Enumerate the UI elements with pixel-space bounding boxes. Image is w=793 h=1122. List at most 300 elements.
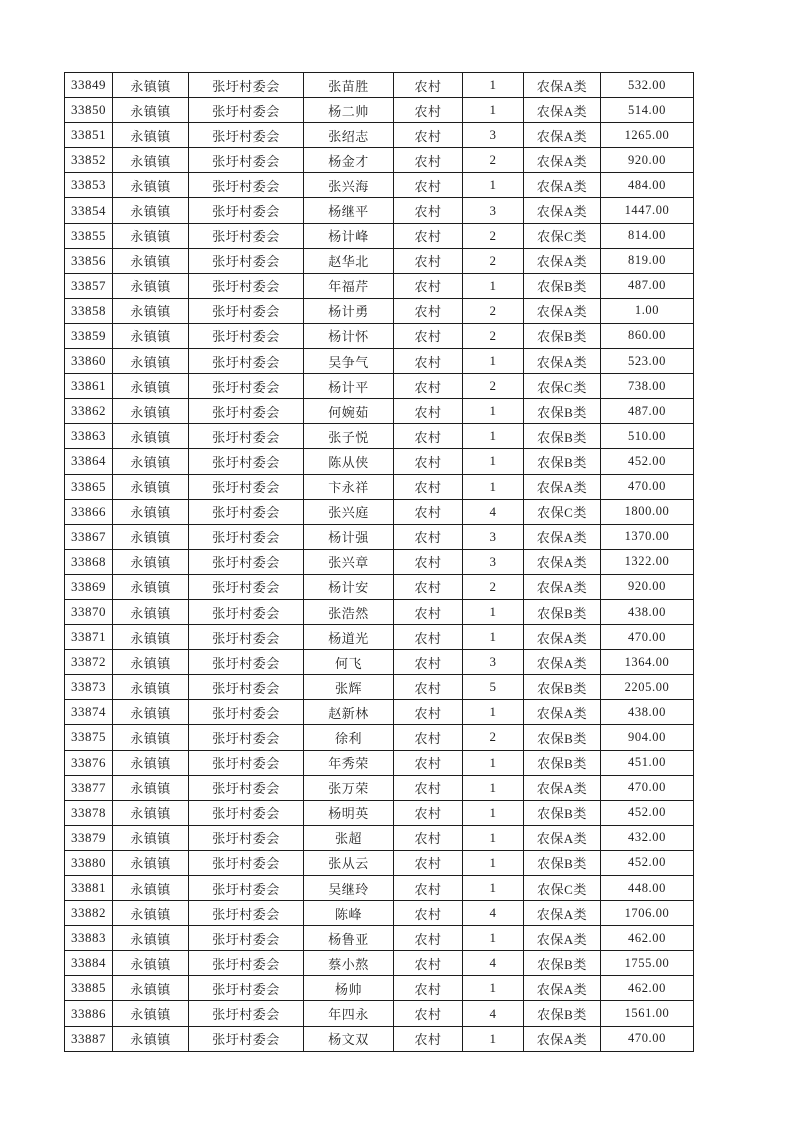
cell-amount: 2205.00	[601, 675, 694, 700]
cell-residence-type: 农村	[394, 298, 463, 323]
cell-village: 张圩村委会	[189, 700, 304, 725]
table-row	[65, 599, 694, 624]
cell-person-name: 年秀荣	[304, 750, 394, 775]
cell-village: 张圩村委会	[189, 173, 304, 198]
table-row	[65, 650, 694, 675]
cell-person-name: 张超	[304, 825, 394, 850]
cell-insurance-category: 农保B类	[524, 273, 601, 298]
cell-person-name: 赵华北	[304, 248, 394, 273]
cell-person-count: 1	[463, 750, 524, 775]
cell-person-count: 1	[463, 775, 524, 800]
cell-village: 张圩村委会	[189, 248, 304, 273]
cell-residence-type: 农村	[394, 374, 463, 399]
cell-person-name: 吴争气	[304, 349, 394, 374]
cell-residence-type: 农村	[394, 449, 463, 474]
cell-town: 永镇镇	[113, 374, 189, 399]
cell-person-count: 4	[463, 901, 524, 926]
cell-residence-type: 农村	[394, 700, 463, 725]
cell-amount: 1364.00	[601, 650, 694, 675]
cell-person-count: 1	[463, 474, 524, 499]
cell-record-id: 33882	[65, 901, 113, 926]
cell-village: 张圩村委会	[189, 599, 304, 624]
cell-amount: 920.00	[601, 574, 694, 599]
cell-insurance-category: 农保C类	[524, 499, 601, 524]
cell-residence-type: 农村	[394, 625, 463, 650]
table-row	[65, 198, 694, 223]
cell-record-id: 33854	[65, 198, 113, 223]
cell-residence-type: 农村	[394, 148, 463, 173]
cell-amount: 1265.00	[601, 123, 694, 148]
cell-residence-type: 农村	[394, 725, 463, 750]
table-row	[65, 1026, 694, 1051]
table-row	[65, 850, 694, 875]
cell-town: 永镇镇	[113, 148, 189, 173]
cell-amount: 1706.00	[601, 901, 694, 926]
cell-insurance-category: 农保A类	[524, 976, 601, 1001]
cell-insurance-category: 农保B类	[524, 951, 601, 976]
cell-person-count: 4	[463, 951, 524, 976]
cell-insurance-category: 农保A类	[524, 198, 601, 223]
cell-amount: 470.00	[601, 1026, 694, 1051]
cell-town: 永镇镇	[113, 173, 189, 198]
cell-record-id: 33860	[65, 349, 113, 374]
cell-town: 永镇镇	[113, 574, 189, 599]
cell-person-name: 年福芹	[304, 273, 394, 298]
cell-person-name: 杨继平	[304, 198, 394, 223]
cell-person-count: 4	[463, 1001, 524, 1026]
cell-person-count: 3	[463, 198, 524, 223]
cell-amount: 470.00	[601, 474, 694, 499]
cell-village: 张圩村委会	[189, 775, 304, 800]
cell-village: 张圩村委会	[189, 901, 304, 926]
cell-residence-type: 农村	[394, 750, 463, 775]
cell-person-count: 2	[463, 248, 524, 273]
cell-insurance-category: 农保A类	[524, 825, 601, 850]
cell-village: 张圩村委会	[189, 198, 304, 223]
cell-person-name: 赵新林	[304, 700, 394, 725]
cell-town: 永镇镇	[113, 825, 189, 850]
cell-residence-type: 农村	[394, 173, 463, 198]
cell-person-name: 杨文双	[304, 1026, 394, 1051]
cell-record-id: 33885	[65, 976, 113, 1001]
cell-amount: 1370.00	[601, 524, 694, 549]
cell-insurance-category: 农保C类	[524, 223, 601, 248]
cell-person-count: 1	[463, 926, 524, 951]
cell-town: 永镇镇	[113, 901, 189, 926]
table-row	[65, 374, 694, 399]
cell-amount: 438.00	[601, 599, 694, 624]
cell-village: 张圩村委会	[189, 976, 304, 1001]
cell-person-count: 1	[463, 349, 524, 374]
cell-person-count: 3	[463, 123, 524, 148]
cell-record-id: 33871	[65, 625, 113, 650]
cell-person-count: 1	[463, 399, 524, 424]
cell-amount: 523.00	[601, 349, 694, 374]
cell-town: 永镇镇	[113, 449, 189, 474]
cell-person-count: 1	[463, 850, 524, 875]
cell-insurance-category: 农保A类	[524, 123, 601, 148]
cell-village: 张圩村委会	[189, 850, 304, 875]
cell-insurance-category: 农保B类	[524, 800, 601, 825]
table-row	[65, 524, 694, 549]
cell-residence-type: 农村	[394, 223, 463, 248]
cell-person-count: 2	[463, 574, 524, 599]
cell-village: 张圩村委会	[189, 123, 304, 148]
cell-village: 张圩村委会	[189, 449, 304, 474]
table-row	[65, 399, 694, 424]
cell-amount: 484.00	[601, 173, 694, 198]
cell-town: 永镇镇	[113, 650, 189, 675]
cell-residence-type: 农村	[394, 850, 463, 875]
table-row	[65, 549, 694, 574]
cell-person-count: 2	[463, 725, 524, 750]
cell-person-count: 1	[463, 424, 524, 449]
cell-residence-type: 农村	[394, 474, 463, 499]
cell-amount: 470.00	[601, 625, 694, 650]
cell-village: 张圩村委会	[189, 323, 304, 348]
cell-village: 张圩村委会	[189, 73, 304, 98]
cell-insurance-category: 农保A类	[524, 298, 601, 323]
cell-residence-type: 农村	[394, 424, 463, 449]
cell-residence-type: 农村	[394, 273, 463, 298]
cell-record-id: 33879	[65, 825, 113, 850]
cell-residence-type: 农村	[394, 901, 463, 926]
cell-village: 张圩村委会	[189, 625, 304, 650]
cell-residence-type: 农村	[394, 248, 463, 273]
cell-record-id: 33875	[65, 725, 113, 750]
cell-insurance-category: 农保A类	[524, 650, 601, 675]
cell-record-id: 33870	[65, 599, 113, 624]
cell-record-id: 33869	[65, 574, 113, 599]
cell-insurance-category: 农保A类	[524, 700, 601, 725]
cell-town: 永镇镇	[113, 876, 189, 901]
cell-person-name: 张子悦	[304, 424, 394, 449]
cell-person-count: 2	[463, 223, 524, 248]
cell-amount: 920.00	[601, 148, 694, 173]
cell-insurance-category: 农保A类	[524, 625, 601, 650]
cell-village: 张圩村委会	[189, 725, 304, 750]
cell-person-name: 杨帅	[304, 976, 394, 1001]
cell-person-name: 年四永	[304, 1001, 394, 1026]
cell-person-count: 1	[463, 599, 524, 624]
cell-town: 永镇镇	[113, 123, 189, 148]
table-row	[65, 223, 694, 248]
cell-town: 永镇镇	[113, 524, 189, 549]
cell-person-name: 张辉	[304, 675, 394, 700]
cell-insurance-category: 农保A类	[524, 524, 601, 549]
cell-town: 永镇镇	[113, 976, 189, 1001]
cell-town: 永镇镇	[113, 499, 189, 524]
cell-amount: 470.00	[601, 775, 694, 800]
cell-person-count: 1	[463, 273, 524, 298]
cell-town: 永镇镇	[113, 1001, 189, 1026]
insurance-roster-table	[64, 72, 694, 1052]
cell-residence-type: 农村	[394, 775, 463, 800]
cell-village: 张圩村委会	[189, 1001, 304, 1026]
cell-town: 永镇镇	[113, 800, 189, 825]
table-row	[65, 323, 694, 348]
cell-person-count: 1	[463, 876, 524, 901]
cell-residence-type: 农村	[394, 499, 463, 524]
cell-town: 永镇镇	[113, 73, 189, 98]
cell-record-id: 33876	[65, 750, 113, 775]
cell-person-count: 1	[463, 976, 524, 1001]
table-row	[65, 725, 694, 750]
cell-town: 永镇镇	[113, 750, 189, 775]
cell-person-name: 卞永祥	[304, 474, 394, 499]
cell-insurance-category: 农保C类	[524, 374, 601, 399]
cell-insurance-category: 农保B类	[524, 323, 601, 348]
cell-residence-type: 农村	[394, 73, 463, 98]
cell-person-name: 杨鲁亚	[304, 926, 394, 951]
cell-village: 张圩村委会	[189, 349, 304, 374]
cell-residence-type: 农村	[394, 549, 463, 574]
table-row	[65, 449, 694, 474]
cell-person-name: 何婉茹	[304, 399, 394, 424]
cell-town: 永镇镇	[113, 700, 189, 725]
cell-insurance-category: 农保B类	[524, 1001, 601, 1026]
cell-residence-type: 农村	[394, 800, 463, 825]
cell-person-count: 2	[463, 148, 524, 173]
cell-insurance-category: 农保A类	[524, 926, 601, 951]
cell-record-id: 33859	[65, 323, 113, 348]
cell-record-id: 33857	[65, 273, 113, 298]
cell-town: 永镇镇	[113, 926, 189, 951]
cell-village: 张圩村委会	[189, 399, 304, 424]
cell-record-id: 33884	[65, 951, 113, 976]
cell-insurance-category: 农保A类	[524, 349, 601, 374]
cell-village: 张圩村委会	[189, 951, 304, 976]
cell-residence-type: 农村	[394, 399, 463, 424]
cell-village: 张圩村委会	[189, 1026, 304, 1051]
cell-residence-type: 农村	[394, 574, 463, 599]
cell-record-id: 33887	[65, 1026, 113, 1051]
cell-town: 永镇镇	[113, 725, 189, 750]
cell-record-id: 33855	[65, 223, 113, 248]
cell-person-name: 杨计强	[304, 524, 394, 549]
cell-amount: 1755.00	[601, 951, 694, 976]
cell-amount: 532.00	[601, 73, 694, 98]
cell-insurance-category: 农保A类	[524, 1026, 601, 1051]
table-row	[65, 474, 694, 499]
cell-insurance-category: 农保A类	[524, 98, 601, 123]
cell-record-id: 33867	[65, 524, 113, 549]
cell-record-id: 33849	[65, 73, 113, 98]
cell-person-count: 2	[463, 374, 524, 399]
cell-insurance-category: 农保C类	[524, 876, 601, 901]
cell-person-count: 2	[463, 323, 524, 348]
cell-record-id: 33880	[65, 850, 113, 875]
cell-insurance-category: 农保A类	[524, 474, 601, 499]
table-row	[65, 98, 694, 123]
cell-village: 张圩村委会	[189, 424, 304, 449]
table-row	[65, 248, 694, 273]
table-row	[65, 800, 694, 825]
cell-amount: 814.00	[601, 223, 694, 248]
cell-record-id: 33874	[65, 700, 113, 725]
cell-record-id: 33865	[65, 474, 113, 499]
cell-amount: 451.00	[601, 750, 694, 775]
cell-person-count: 3	[463, 650, 524, 675]
cell-town: 永镇镇	[113, 424, 189, 449]
cell-amount: 448.00	[601, 876, 694, 901]
cell-record-id: 33852	[65, 148, 113, 173]
cell-amount: 1.00	[601, 298, 694, 323]
cell-person-name: 杨计怀	[304, 323, 394, 348]
cell-record-id: 33883	[65, 926, 113, 951]
cell-town: 永镇镇	[113, 248, 189, 273]
cell-town: 永镇镇	[113, 273, 189, 298]
table-body	[65, 73, 694, 1052]
cell-person-name: 张万荣	[304, 775, 394, 800]
cell-village: 张圩村委会	[189, 800, 304, 825]
cell-person-name: 杨计勇	[304, 298, 394, 323]
cell-town: 永镇镇	[113, 98, 189, 123]
table-row	[65, 499, 694, 524]
cell-village: 张圩村委会	[189, 148, 304, 173]
cell-amount: 819.00	[601, 248, 694, 273]
cell-record-id: 33866	[65, 499, 113, 524]
cell-town: 永镇镇	[113, 223, 189, 248]
cell-village: 张圩村委会	[189, 750, 304, 775]
cell-person-count: 4	[463, 499, 524, 524]
cell-residence-type: 农村	[394, 926, 463, 951]
cell-person-name: 何飞	[304, 650, 394, 675]
cell-person-name: 陈从侠	[304, 449, 394, 474]
cell-amount: 432.00	[601, 825, 694, 850]
cell-village: 张圩村委会	[189, 374, 304, 399]
cell-village: 张圩村委会	[189, 675, 304, 700]
cell-record-id: 33850	[65, 98, 113, 123]
cell-village: 张圩村委会	[189, 825, 304, 850]
table-row	[65, 1001, 694, 1026]
cell-village: 张圩村委会	[189, 876, 304, 901]
cell-residence-type: 农村	[394, 323, 463, 348]
cell-record-id: 33856	[65, 248, 113, 273]
cell-person-name: 张绍志	[304, 123, 394, 148]
cell-person-name: 张兴海	[304, 173, 394, 198]
cell-insurance-category: 农保A类	[524, 549, 601, 574]
cell-record-id: 33873	[65, 675, 113, 700]
cell-person-name: 杨计平	[304, 374, 394, 399]
cell-amount: 1322.00	[601, 549, 694, 574]
cell-amount: 452.00	[601, 449, 694, 474]
cell-person-count: 2	[463, 298, 524, 323]
cell-amount: 438.00	[601, 700, 694, 725]
cell-person-name: 杨计峰	[304, 223, 394, 248]
cell-person-count: 3	[463, 524, 524, 549]
cell-insurance-category: 农保B类	[524, 424, 601, 449]
cell-amount: 1800.00	[601, 499, 694, 524]
cell-residence-type: 农村	[394, 599, 463, 624]
cell-record-id: 33862	[65, 399, 113, 424]
cell-person-name: 张兴章	[304, 549, 394, 574]
cell-town: 永镇镇	[113, 323, 189, 348]
cell-insurance-category: 农保B类	[524, 675, 601, 700]
table-row	[65, 349, 694, 374]
cell-record-id: 33877	[65, 775, 113, 800]
cell-village: 张圩村委会	[189, 926, 304, 951]
cell-person-name: 蔡小熬	[304, 951, 394, 976]
cell-residence-type: 农村	[394, 876, 463, 901]
cell-town: 永镇镇	[113, 298, 189, 323]
cell-person-name: 张浩然	[304, 599, 394, 624]
cell-person-name: 张从云	[304, 850, 394, 875]
cell-insurance-category: 农保B类	[524, 850, 601, 875]
cell-person-name: 张兴庭	[304, 499, 394, 524]
cell-person-name: 杨计安	[304, 574, 394, 599]
cell-amount: 904.00	[601, 725, 694, 750]
table-row	[65, 976, 694, 1001]
cell-record-id: 33864	[65, 449, 113, 474]
cell-amount: 1447.00	[601, 198, 694, 223]
cell-person-count: 1	[463, 800, 524, 825]
cell-record-id: 33868	[65, 549, 113, 574]
cell-residence-type: 农村	[394, 1026, 463, 1051]
cell-person-name: 杨金才	[304, 148, 394, 173]
cell-town: 永镇镇	[113, 599, 189, 624]
cell-person-name: 吴继玲	[304, 876, 394, 901]
cell-insurance-category: 农保A类	[524, 148, 601, 173]
cell-town: 永镇镇	[113, 198, 189, 223]
cell-person-name: 杨二帅	[304, 98, 394, 123]
cell-amount: 514.00	[601, 98, 694, 123]
cell-insurance-category: 农保A类	[524, 775, 601, 800]
cell-village: 张圩村委会	[189, 549, 304, 574]
cell-residence-type: 农村	[394, 976, 463, 1001]
cell-residence-type: 农村	[394, 524, 463, 549]
cell-record-id: 33863	[65, 424, 113, 449]
cell-village: 张圩村委会	[189, 650, 304, 675]
cell-amount: 1561.00	[601, 1001, 694, 1026]
cell-residence-type: 农村	[394, 123, 463, 148]
cell-village: 张圩村委会	[189, 574, 304, 599]
cell-amount: 452.00	[601, 800, 694, 825]
table-row	[65, 825, 694, 850]
cell-record-id: 33853	[65, 173, 113, 198]
cell-town: 永镇镇	[113, 625, 189, 650]
cell-person-count: 3	[463, 549, 524, 574]
cell-residence-type: 农村	[394, 98, 463, 123]
table-row	[65, 173, 694, 198]
table-row	[65, 675, 694, 700]
cell-residence-type: 农村	[394, 951, 463, 976]
table-row	[65, 424, 694, 449]
cell-residence-type: 农村	[394, 198, 463, 223]
cell-amount: 510.00	[601, 424, 694, 449]
cell-record-id: 33881	[65, 876, 113, 901]
table-row	[65, 901, 694, 926]
cell-person-name: 杨道光	[304, 625, 394, 650]
cell-insurance-category: 农保B类	[524, 599, 601, 624]
cell-insurance-category: 农保A类	[524, 248, 601, 273]
cell-residence-type: 农村	[394, 650, 463, 675]
table-row	[65, 750, 694, 775]
cell-record-id: 33878	[65, 800, 113, 825]
cell-person-name: 徐利	[304, 725, 394, 750]
cell-amount: 487.00	[601, 273, 694, 298]
cell-record-id: 33858	[65, 298, 113, 323]
table-row	[65, 926, 694, 951]
cell-town: 永镇镇	[113, 399, 189, 424]
cell-amount: 860.00	[601, 323, 694, 348]
cell-insurance-category: 农保A类	[524, 73, 601, 98]
cell-person-count: 1	[463, 449, 524, 474]
cell-village: 张圩村委会	[189, 98, 304, 123]
cell-person-count: 1	[463, 825, 524, 850]
cell-person-name: 张苗胜	[304, 73, 394, 98]
cell-town: 永镇镇	[113, 474, 189, 499]
